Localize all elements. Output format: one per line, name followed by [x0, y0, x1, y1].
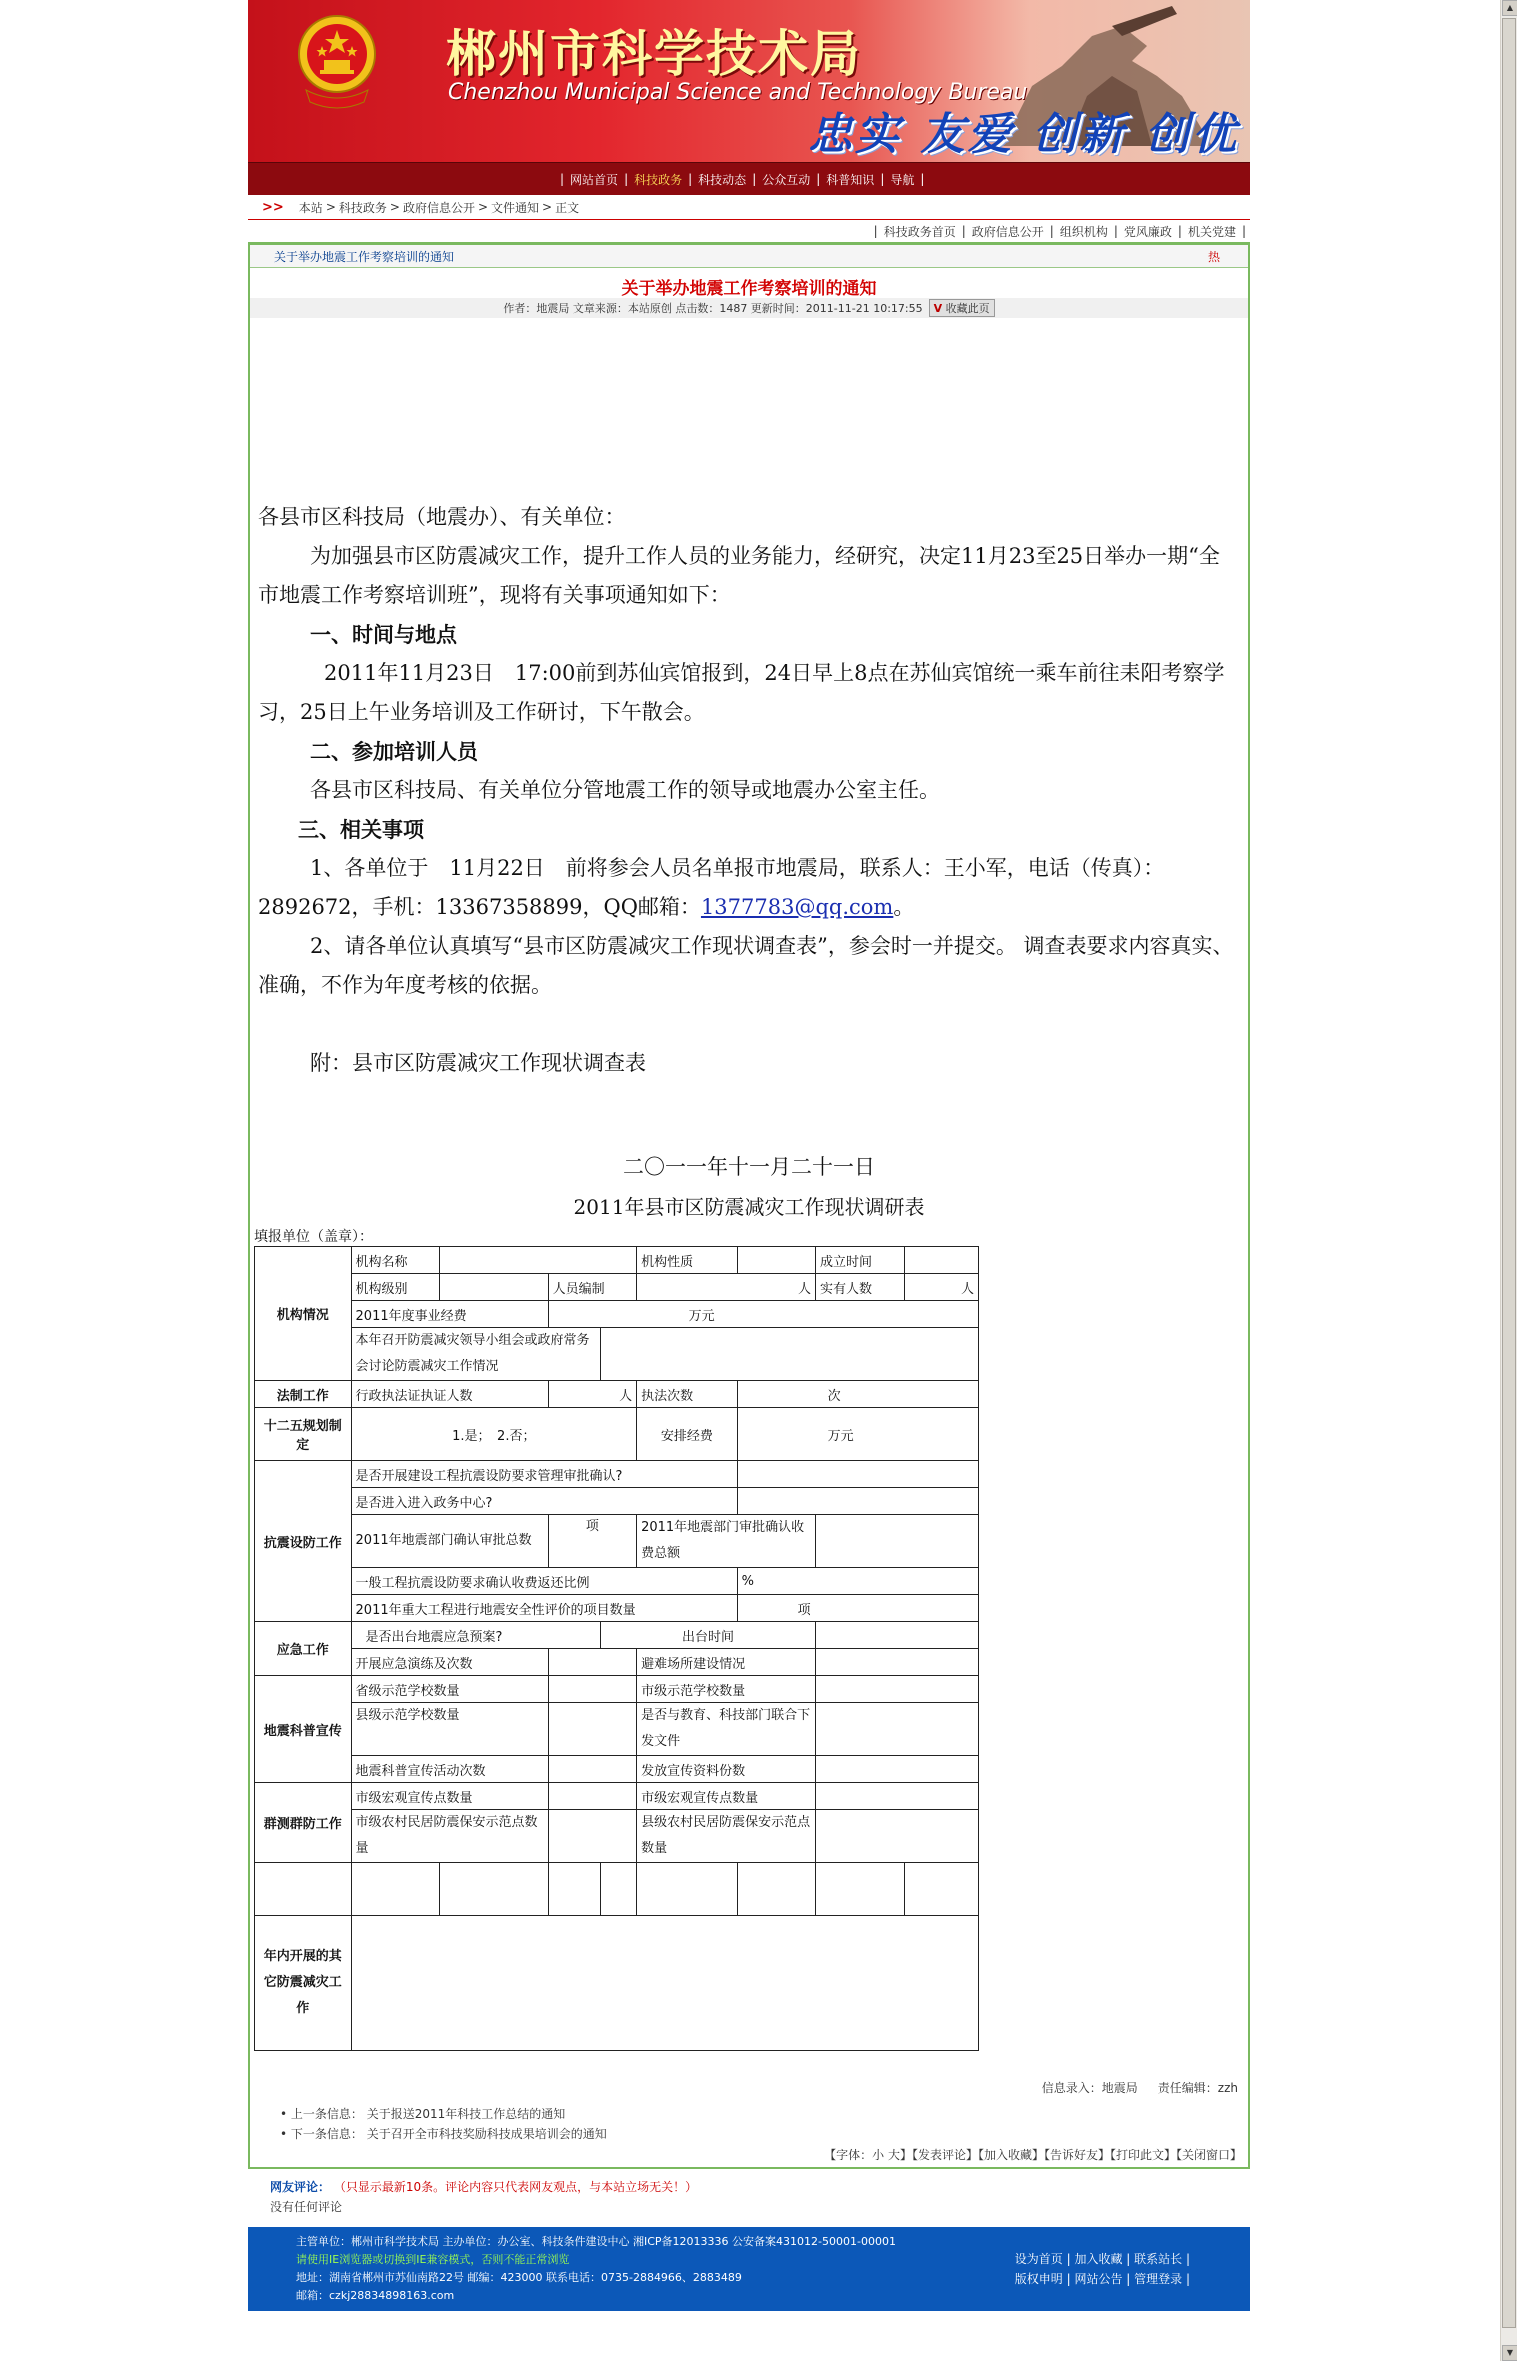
table-row — [255, 1703, 979, 1756]
scroll-up-icon[interactable]: ▲ — [1502, 0, 1517, 16]
input-cell[interactable] — [816, 1783, 979, 1810]
input-cell[interactable] — [548, 1863, 600, 1916]
table-row — [255, 1488, 979, 1515]
cell: 市级示范学校数量 — [637, 1676, 816, 1703]
row-label: 法制工作 — [255, 1381, 352, 1408]
article-bar — [250, 245, 1248, 268]
cell: 2011年地震部门确认审批总数 — [351, 1515, 548, 1568]
table-row — [255, 1810, 979, 1863]
footer-links-row-2[interactable]: 版权申明 | 网站公告 | 管理登录 | — [1014, 2272, 1190, 2286]
input-cell[interactable] — [904, 1863, 978, 1916]
cell: 项 — [737, 1595, 978, 1622]
input-cell[interactable] — [816, 1649, 979, 1676]
nav-item-news[interactable]: 科技动态 — [698, 172, 747, 187]
site-title: 郴州市科学技术局 — [446, 24, 862, 83]
cell: 1.是； 2.否； — [351, 1408, 637, 1461]
footer-links-row-1[interactable]: 设为首页 | 加入收藏 | 联系站长 | — [1014, 2252, 1190, 2266]
row-label: 十二五规划制定 — [255, 1408, 352, 1461]
site-footer — [248, 2227, 1250, 2311]
input-cell[interactable] — [816, 1756, 979, 1783]
section-2-title: 二、参加培训人员 — [310, 739, 478, 764]
breadcrumb-item[interactable]: 政府信息公开 — [402, 200, 475, 215]
cell: 开展应急演练及次数 — [351, 1649, 548, 1676]
table-row — [255, 1568, 979, 1595]
comments-section — [248, 2169, 1250, 2217]
article-bar-title: 关于举办地震工作考察培训的通知 — [274, 249, 455, 264]
next-link-text: 下一条信息： 关于召开全市科技奖励科技成果培训会的通知 — [290, 2127, 607, 2141]
cell: 市级农村民居防震保安示范点数量 — [351, 1810, 548, 1863]
article-box — [248, 242, 1250, 2169]
input-cell[interactable] — [440, 1863, 549, 1916]
row-label: 抗震设防工作 — [255, 1461, 352, 1622]
table-row — [255, 1274, 979, 1301]
comments-notice: （只显示最新10条。评论内容只代表网友观点，与本站立场无关！） — [333, 2180, 698, 2194]
page-container — [248, 0, 1250, 2311]
input-cell[interactable] — [440, 1247, 637, 1274]
table-row — [255, 1676, 979, 1703]
comments-heading: 网友评论： — [270, 2180, 331, 2194]
input-cell[interactable] — [737, 1461, 978, 1488]
footer-links — [1015, 2249, 1190, 2289]
cell: 县级示范学校数量 — [351, 1703, 548, 1756]
input-cell[interactable] — [440, 1274, 549, 1301]
cell: 是否与教育、科技部门联合下发文件 — [637, 1703, 816, 1756]
cell: 人 — [548, 1381, 636, 1408]
scroll-down-icon[interactable]: ▼ — [1502, 2345, 1517, 2361]
table-row — [255, 1649, 979, 1676]
input-cell[interactable] — [548, 1810, 636, 1863]
table-row — [255, 1247, 979, 1274]
cell: 人 — [637, 1274, 816, 1301]
main-nav: | 网站首页 | 科技政务 | 科技动态 | 公众互动 | 科普知识 | 导航 | — [248, 162, 1250, 195]
table-row — [255, 1408, 979, 1461]
row-label: 群测群防工作 — [255, 1783, 352, 1863]
subnav-item[interactable]: 机关党建 — [1187, 224, 1236, 239]
row-label: 机构情况 — [255, 1247, 352, 1381]
prev-next — [250, 2104, 1248, 2144]
breadcrumb-item: 正文 — [555, 200, 580, 215]
cell: 2011年地震部门审批确认收费总额 — [637, 1515, 816, 1568]
table-row — [255, 1515, 979, 1568]
section-3-title: 三、相关事项 — [298, 817, 424, 842]
input-cell[interactable] — [904, 1247, 978, 1274]
nav-item-science[interactable]: 科普知识 — [826, 172, 875, 187]
input-cell[interactable] — [816, 1703, 979, 1756]
table-row — [255, 1461, 979, 1488]
cell: 机构级别 — [351, 1274, 439, 1301]
input-cell[interactable] — [816, 1515, 979, 1568]
cell: 2011年度事业经费 — [351, 1301, 548, 1328]
entry-by: 信息录入：地震局 — [1041, 2081, 1138, 2095]
article-title: 关于举办地震工作考察培训的通知 — [621, 279, 877, 299]
sub-nav: | 科技政务首页 | 政府信息公开 | 组织机构 | 党风廉政 | 机关党建 | — [873, 224, 1246, 239]
scroll-thumb[interactable] — [1502, 18, 1516, 2328]
input-cell[interactable] — [637, 1863, 738, 1916]
cell: 成立时间 — [816, 1247, 904, 1274]
cell: 是否进入进入政务中心? — [351, 1488, 737, 1515]
article-tools[interactable]: 【字体：小 大】【发表评论】【加入收藏】【告诉好友】【打印此文】【关闭窗口】 — [824, 2148, 1242, 2162]
cell: 机构名称 — [351, 1247, 439, 1274]
input-cell[interactable] — [816, 1863, 904, 1916]
cell: 本年召开防震减灾领导小组会或政府常务会讨论防震减灾工作情况 — [351, 1328, 600, 1381]
notice-date: 二〇一一年十一月二十一日 — [623, 1155, 875, 1179]
cell: 实有人数 — [816, 1274, 904, 1301]
input-cell[interactable] — [816, 1676, 979, 1703]
input-cell[interactable] — [351, 1916, 978, 2051]
cell: 万元 — [737, 1408, 978, 1461]
breadcrumb-arrow-icon: >> — [262, 199, 284, 215]
survey-title: 2011年县市区防震减灾工作现状调研表 — [573, 1195, 925, 1219]
section-2-text: 各县市区科技局、有关单位分管地震工作的领导或地震办公室主任。 — [310, 778, 940, 802]
cell: 行政执法证执证人数 — [351, 1381, 548, 1408]
breadcrumb-item[interactable]: 科技政务 — [338, 200, 387, 215]
cell: 执法次数 — [637, 1381, 738, 1408]
cell: 市级宏观宣传点数量 — [351, 1783, 548, 1810]
survey-table — [254, 1246, 979, 2051]
attachment-note: 附：县市区防震减灾工作现状调查表 — [310, 1051, 646, 1075]
footer-line-4: 邮箱：czkj28834898163.com — [296, 2289, 455, 2302]
breadcrumb-item[interactable]: 本站 — [298, 200, 323, 215]
national-emblem-icon — [296, 10, 378, 110]
nav-item-home[interactable]: 网站首页 — [570, 172, 619, 187]
cell: 县级农村民居防震保安示范点数量 — [637, 1810, 816, 1863]
input-cell[interactable] — [816, 1622, 979, 1649]
input-cell[interactable] — [548, 1676, 636, 1703]
favorite-button[interactable] — [929, 299, 995, 317]
table-row — [255, 1381, 979, 1408]
section-3-item-1-text: 1、各单位于 11月22日 前将参会人员名单报市地震局，联系人：王小军，电话（传真）：2892672，手机：13367358899，QQ邮箱： — [258, 856, 1165, 919]
cell: 是否开展建设工程抗震设防要求管理审批确认? — [351, 1461, 737, 1488]
input-cell[interactable] — [737, 1863, 815, 1916]
cell: 出台时间 — [600, 1622, 815, 1649]
cell: 发放宣传资料份数 — [637, 1756, 816, 1783]
favorite-label: 收藏此页 — [945, 302, 990, 315]
cell: 是否出台地震应急预案? — [351, 1622, 600, 1649]
cell: 2011年重大工程进行地震安全性评价的项目数量 — [351, 1595, 737, 1622]
cell: 次 — [737, 1381, 978, 1408]
favorite-icon: V — [933, 302, 943, 315]
section-3-item-1 — [258, 849, 1240, 927]
breadcrumb: >> 本站 > 科技政务 > 政府信息公开 > 文件通知 > 正文 — [248, 195, 1250, 220]
input-cell[interactable] — [548, 1703, 636, 1756]
section-3-item-1-end: 。 — [893, 895, 915, 919]
footer-line-1: 主管单位：郴州市科学技术局 主办单位：办公室、科技条件建设中心 湘ICP备12013336 公安备案431012-50001-00001 — [296, 2235, 896, 2248]
cell: 一般工程抗震设防要求确认收费返还比例 — [351, 1568, 737, 1595]
section-1-title: 一、时间与地点 — [310, 622, 457, 647]
table-row — [255, 1783, 979, 1810]
email-link[interactable]: 1377783@qq.com — [700, 895, 894, 919]
table-row — [255, 1916, 979, 2051]
cell: 市级宏观宣传点数量 — [637, 1783, 816, 1810]
table-row — [255, 1756, 979, 1783]
input-cell[interactable] — [255, 1863, 352, 1916]
subnav-item[interactable]: 党风廉政 — [1123, 224, 1172, 239]
cell: 地震科普宣传活动次数 — [351, 1756, 548, 1783]
breadcrumb-item[interactable]: 文件通知 — [491, 200, 540, 215]
table-row — [255, 1622, 979, 1649]
site-banner — [248, 0, 1250, 162]
cell: 人 — [904, 1274, 978, 1301]
input-cell[interactable] — [600, 1863, 636, 1916]
section-3-item-2: 2、请各单位认真填写“县市区防震减灾工作现状调查表”，参会时一并提交。 调查表要求内容真实、准确，不作为年度考核的依据。 — [258, 934, 1234, 997]
article-body — [250, 318, 1248, 1083]
next-link[interactable]: • 下一条信息： 关于召开全市科技奖励科技成果培训会的通知 — [280, 2127, 607, 2141]
hot-badge: 热 — [1207, 249, 1220, 264]
table-row — [255, 1328, 979, 1381]
article-meta-text: 作者：地震局 文章来源：本站原创 点击数：1487 更新时间：2011-11-21 10:17:55 — [503, 302, 923, 315]
editor: 责任编辑：zzh — [1157, 2081, 1238, 2095]
input-cell[interactable] — [548, 1756, 636, 1783]
cell: 省级示范学校数量 — [351, 1676, 548, 1703]
cell: 机构性质 — [637, 1247, 738, 1274]
section-1-text: 2011年11月23日 17:00前到苏仙宾馆报到，24日早上8点在苏仙宾馆统一乘车前往耒阳考察学习，25日上午业务培训及工作研讨，下午散会。 — [258, 661, 1225, 724]
row-label: 应急工作 — [255, 1622, 352, 1676]
cell: 万元 — [548, 1301, 978, 1328]
vertical-scrollbar[interactable] — [1500, 0, 1517, 2361]
cell: 避难场所建设情况 — [637, 1649, 816, 1676]
cell: 项 — [548, 1515, 636, 1568]
intro-paragraph: 为加强县市区防震减灾工作，提升工作人员的业务能力，经研究，决定11月23至25日举办一期“全市地震工作考察培训班”，现将有关事项通知如下： — [258, 544, 1220, 607]
footer-line-3: 地址：湖南省郴州市苏仙南路22号 邮编：423000 联系电话：0735-2884966、2883489 — [296, 2271, 742, 2284]
article-meta — [250, 298, 1248, 318]
comments-empty: 没有任何评论 — [270, 2200, 343, 2214]
subnav-item[interactable]: 政府信息公开 — [971, 224, 1044, 239]
subnav-item[interactable]: 科技政务首页 — [883, 224, 956, 239]
survey-filler: 填报单位（盖章）： — [254, 1229, 373, 1245]
input-cell[interactable] — [737, 1488, 978, 1515]
input-cell[interactable] — [351, 1863, 439, 1916]
slogan: 忠实 友爱 创新 创优 — [808, 109, 1239, 160]
site-subtitle: Chenzhou Municipal Science and Technology Bureau — [448, 80, 1028, 105]
salutation: 各县市区科技局（地震办）、有关单位： — [258, 505, 626, 529]
nav-item-affairs[interactable]: 科技政务 — [634, 172, 683, 187]
cell: 安排经费 — [637, 1408, 738, 1461]
table-row — [255, 1595, 979, 1622]
nav-item-guide[interactable]: 导航 — [890, 172, 915, 187]
article-info — [250, 2079, 1248, 2096]
nav-item-interaction[interactable]: 公众互动 — [762, 172, 811, 187]
input-cell[interactable] — [548, 1783, 636, 1810]
prev-link-text: 上一条信息： 关于报送2011年科技工作总结的通知 — [290, 2107, 566, 2121]
footer-line-2: 请使用IE浏览器或切换到IE兼容模式，否则不能正常浏览 — [296, 2253, 570, 2266]
row-label: 地震科普宣传 — [255, 1676, 352, 1783]
input-cell[interactable] — [737, 1247, 815, 1274]
input-cell[interactable] — [816, 1810, 979, 1863]
input-cell[interactable] — [600, 1328, 978, 1381]
row-label: 年内开展的其它防震减灾工作 — [255, 1916, 352, 2051]
subnav-item[interactable]: 组织机构 — [1059, 224, 1108, 239]
prev-link[interactable]: • 上一条信息： 关于报送2011年科技工作总结的通知 — [280, 2107, 566, 2121]
input-cell[interactable] — [548, 1649, 636, 1676]
table-row — [255, 1863, 979, 1916]
cell: 人员编制 — [548, 1274, 636, 1301]
table-row — [255, 1301, 979, 1328]
cell: % — [737, 1568, 978, 1595]
